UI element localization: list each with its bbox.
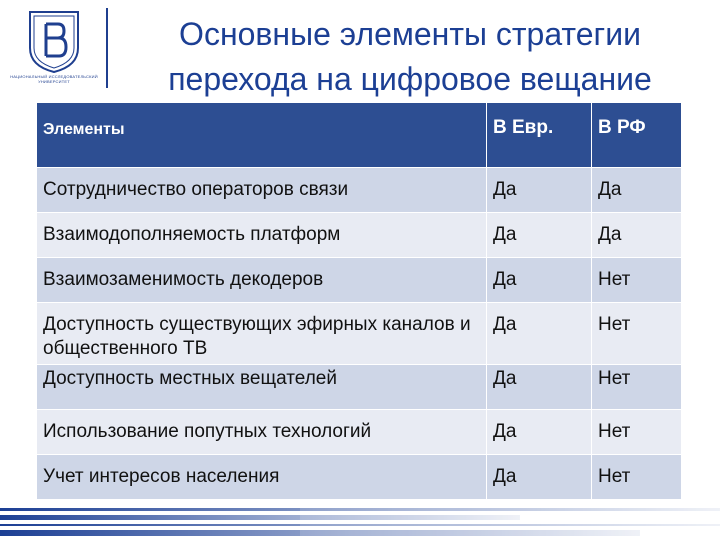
cell-eu: Да: [487, 365, 592, 410]
cell-eu: Да: [487, 258, 592, 303]
header-europe: В Евр.: [487, 103, 592, 168]
cell-eu: Да: [487, 303, 592, 365]
header-divider: [106, 8, 108, 88]
cell-element: Взаимозаменимость декодеров: [37, 258, 487, 303]
page-title: [110, 12, 710, 102]
cell-element: Сотрудничество операторов связи: [37, 168, 487, 213]
cell-eu: Да: [487, 455, 592, 500]
header-elements: Элементы: [37, 103, 487, 168]
cell-rf: Нет: [592, 365, 682, 410]
table-row: [37, 258, 682, 303]
cell-element: Доступность местных вещателей: [37, 365, 487, 410]
table-row: [37, 455, 682, 500]
hse-shield-icon: [8, 8, 100, 74]
table-row: [37, 365, 682, 410]
cell-eu: Да: [487, 168, 592, 213]
cell-rf: Нет: [592, 258, 682, 303]
table-row: [37, 410, 682, 455]
cell-eu: Да: [487, 213, 592, 258]
cell-rf: Нет: [592, 303, 682, 365]
table-row: [37, 168, 682, 213]
table-header-row: [37, 103, 682, 168]
title-line-2: перехода на цифровое вещание: [168, 61, 652, 97]
cell-rf: Да: [592, 168, 682, 213]
header-russia: В РФ: [592, 103, 682, 168]
table-row: [37, 213, 682, 258]
cell-element: Учет интересов населения: [37, 455, 487, 500]
cell-eu: Да: [487, 410, 592, 455]
table-row: [37, 303, 682, 365]
title-line-1: Основные элементы стратегии: [179, 16, 641, 52]
cell-rf: Да: [592, 213, 682, 258]
cell-element: Использование попутных технологий: [37, 410, 487, 455]
cell-element: Доступность существующих эфирных каналов и общественного ТВ: [37, 303, 487, 365]
cell-rf: Нет: [592, 410, 682, 455]
comparison-table: [36, 102, 682, 500]
cell-rf: Нет: [592, 455, 682, 500]
university-logo: [8, 8, 100, 88]
logo-caption: НАЦИОНАЛЬНЫЙ ИССЛЕДОВАТЕЛЬСКИЙ УНИВЕРСИТЕТ: [10, 74, 98, 84]
cell-element: Взаимодополняемость платформ: [37, 213, 487, 258]
decorative-stripes: [0, 505, 720, 540]
